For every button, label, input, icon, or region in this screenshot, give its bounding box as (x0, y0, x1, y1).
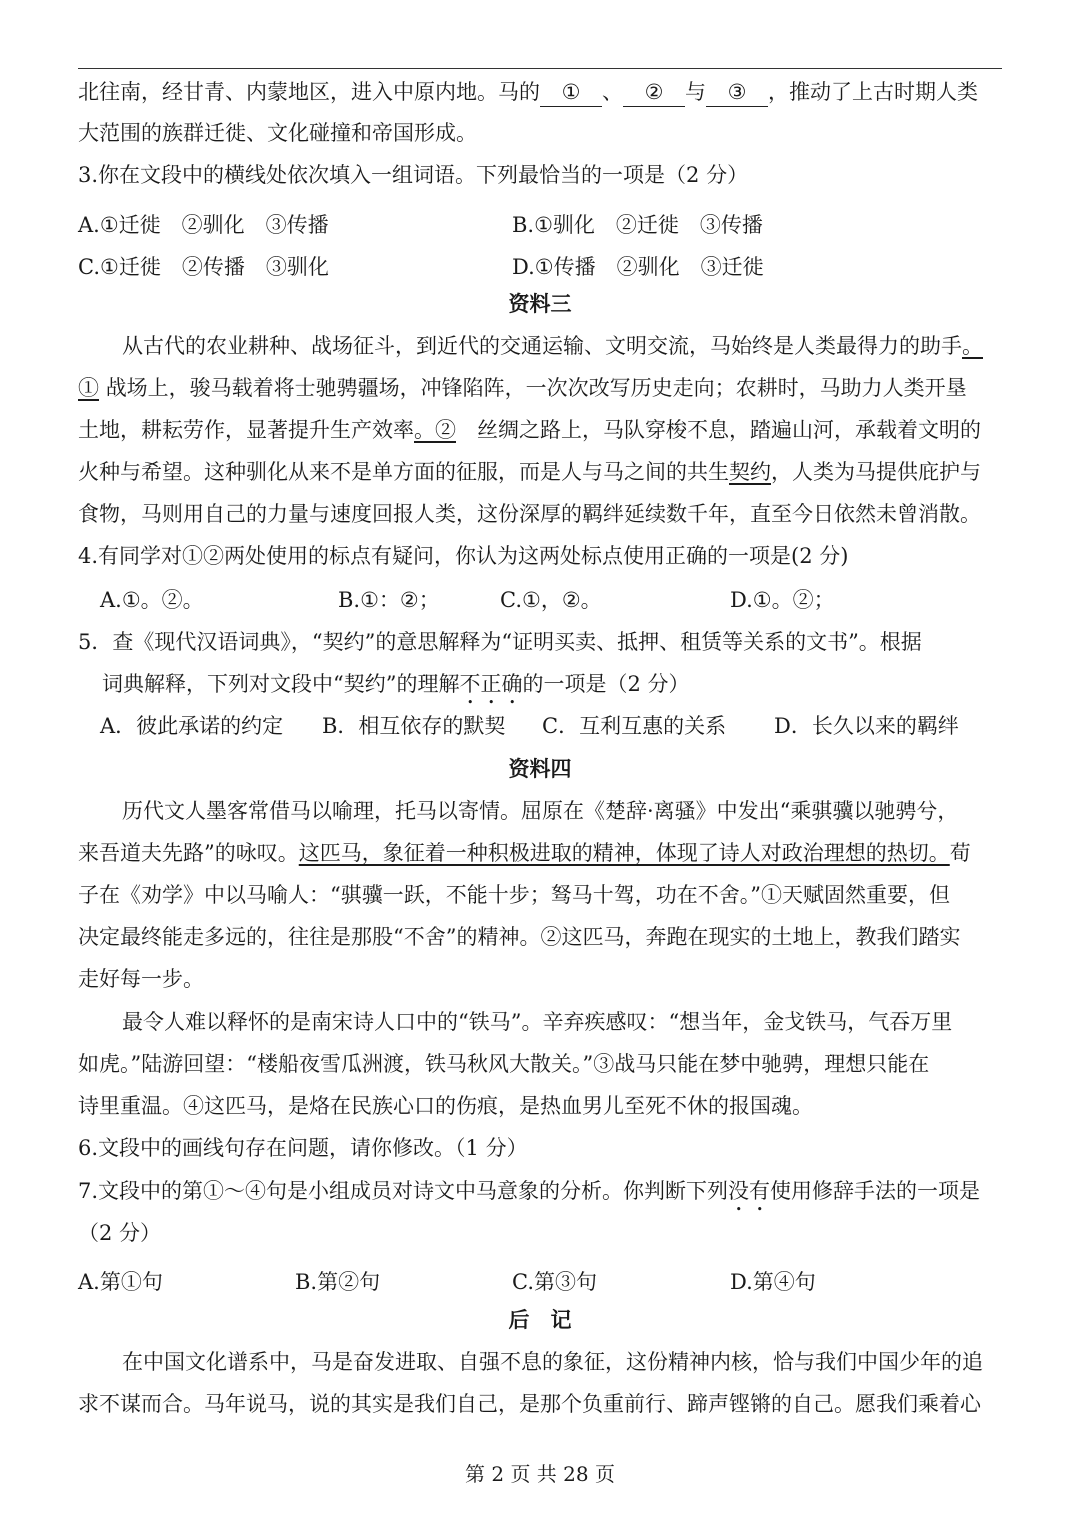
q7-option-d: D.第④句 (730, 1270, 816, 1294)
question-3-stem: 3.你在文段中的横线处依次填入一组词语。下列最恰当的一项是（2 分） (78, 163, 749, 187)
text-line: 诗里重温。④这匹马，是烙在民族心口的伤痕，是热血男儿至死不休的报国魂。 (78, 1094, 813, 1118)
q4-option-a: A.①。②。 (100, 588, 204, 612)
text-fragment: 的一项是（2 分） (522, 672, 690, 696)
q5-option-c: C．互利互惠的关系 (542, 714, 727, 738)
question-6-stem: 6.文段中的画线句存在问题，请你修改。（1 分） (78, 1136, 528, 1160)
q7-option-a: A.第①句 (78, 1270, 163, 1294)
text-fragment: 7.文段中的第①～④句是小组成员对诗文中马意象的分析。你判断下列 (78, 1179, 729, 1203)
q7-option-c: C.第③句 (512, 1270, 597, 1294)
text-line: 决定最终能走多远的，往往是那股“不舍”的精神。②这匹马，奔跑在现实的土地上，教我们踏实 (78, 925, 961, 949)
q4-option-c: C.①，②。 (500, 588, 602, 612)
text-fragment: 荀 (949, 841, 971, 865)
top-rule (78, 68, 1002, 69)
text-line: 子在《劝学》中以马喻人：“骐骥一跃，不能十步；驽马十驾，功在不舍。”①天赋固然重要，但 (78, 883, 950, 907)
underlined-word: 契约 (729, 460, 771, 484)
text-fragment: 词典解释，下列对文段中“契约”的理解 (102, 672, 460, 696)
text-line (78, 416, 1002, 444)
text-fragment: 土地，耕耘劳作，显著提升生产效率 (78, 418, 414, 442)
text-line: 大范围的族群迁徙、文化碰撞和帝国形成。 (78, 121, 477, 145)
emphasized-word: 没有 (728, 1179, 771, 1203)
q3-option-d: D.①传播 ②驯化 ③迁徙 (512, 255, 764, 279)
punct-mark-1: 。 (962, 334, 983, 358)
answer-blank-1: ① (540, 78, 602, 107)
text-line (78, 458, 1002, 486)
text-fragment: 与 (685, 80, 706, 104)
answer-blank-3: ③ (706, 78, 768, 107)
text-fragment: ，推动了上古时期人类 (768, 80, 978, 104)
q5-option-a: A．彼此承诺的约定 (100, 714, 284, 738)
text-fragment: 战场上，骏马载着将士驰骋疆场，冲锋陷阵，一次次改写历史走向；农耕时，马助力人类开垦 (105, 376, 967, 400)
text-line: 如虎。”陆游回望：“楼船夜雪瓜洲渡，铁马秋风大散关。”③战马只能在梦中驰骋，理想只能在 (78, 1052, 930, 1076)
q3-option-c: C.①迁徙 ②传播 ③驯化 (78, 255, 329, 279)
text-line: 历代文人墨客常借马以喻理，托马以寄情。屈原在《楚辞·离骚》中发出“乘骐骥以驰骋兮， (122, 799, 959, 823)
text-fragment: 北往南，经甘青、内蒙地区，进入中原内地。马的 (78, 80, 540, 104)
q3-option-b: B.①驯化 ②迁徙 ③传播 (512, 213, 763, 237)
text-line (122, 332, 1002, 360)
text-fragment: 丝绸之路上，马队穿梭不息，踏遍山河，承载着文明的 (477, 418, 981, 442)
text-line (78, 78, 1002, 107)
text-line: 食物，马则用自己的力量与速度回报人类，这份深厚的羁绊延续数千年，直至今日依然未曾消散。 (78, 502, 981, 526)
section-title-4: 资料四 (508, 757, 572, 781)
text-fragment: 从古代的农业耕种、战场征斗，到近代的交通运输、文明交流，马始终是人类最得力的助手 (122, 334, 962, 358)
page-number: 第 2 页 共 28 页 (465, 1462, 615, 1486)
q5-option-b: B．相互依存的默契 (322, 714, 506, 738)
marker-1: ① (78, 376, 99, 400)
text-fragment: 来吾道夫先路”的咏叹。 (78, 841, 299, 865)
emphasized-word: 不正确 (459, 672, 523, 696)
underlined-sentence: 这匹马，象征着一种积极进取的精神，体现了诗人对政治理想的热切。 (298, 841, 950, 865)
text-line: 走好每一步。 (78, 967, 204, 991)
text-fragment: 火种与希望。这种驯化从来不是单方面的征服，而是人与马之间的共生 (78, 460, 729, 484)
section-title-3: 资料三 (508, 292, 572, 316)
text-fragment: ，人类为马提供庇护与 (771, 460, 981, 484)
text-line (78, 839, 1002, 867)
question-7-stem (78, 1177, 1002, 1216)
q7-option-b: B.第②句 (295, 1270, 381, 1294)
text-line: （2 分） (78, 1221, 162, 1245)
text-fragment: 使用修辞手法的一项是 (770, 1179, 981, 1203)
q4-option-b: B.①：②； (338, 588, 440, 612)
answer-blank-2: ② (623, 78, 685, 107)
section-title-postscript: 后 记 (508, 1308, 572, 1332)
text-line: 求不谋而合。马年说马，说的其实是我们自己，是那个负重前行、蹄声铿锵的自己。愿我们乘着心 (78, 1392, 981, 1416)
q4-option-d: D.①。②； (730, 588, 835, 612)
text-fragment: 、 (602, 80, 623, 104)
marker-2: 。② (414, 418, 456, 442)
text-line (102, 670, 1002, 709)
question-5-stem: 5．查《现代汉语词典》，“契约”的意思解释为“证明买卖、抵押、租赁等关系的文书”。根据 (78, 630, 922, 654)
q3-option-a: A.①迁徙 ②驯化 ③传播 (78, 213, 329, 237)
question-4-stem: 4.有同学对①②两处使用的标点有疑问，你认为这两处标点使用正确的一项是(2 分) (78, 544, 849, 568)
text-line: 在中国文化谱系中，马是奋发进取、自强不息的象征，这份精神内核，恰与我们中国少年的追 (122, 1350, 983, 1374)
q5-option-d: D．长久以来的羁绊 (774, 714, 959, 738)
text-line (78, 374, 1002, 402)
text-line: 最令人难以释怀的是南宋诗人口中的“铁马”。辛弃疾感叹：“想当年，金戈铁马，气吞万里 (122, 1010, 953, 1034)
